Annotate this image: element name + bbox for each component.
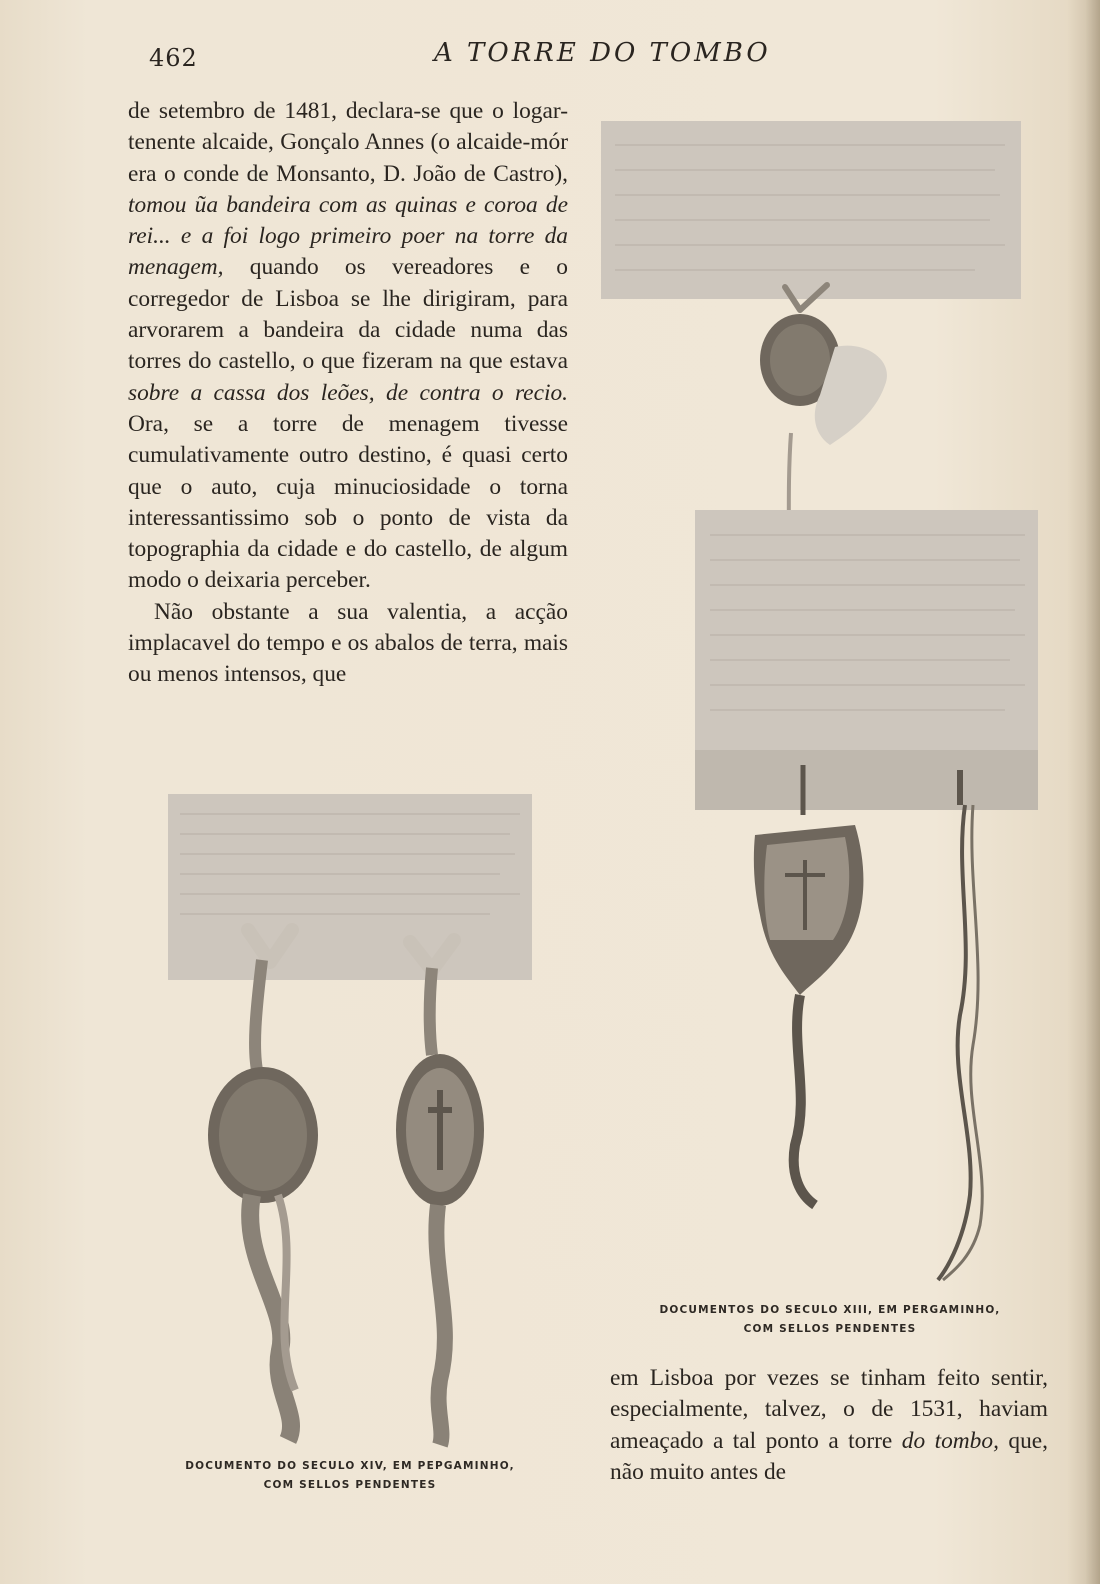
- text-run: de setembro de 1481, declara-se que o logar-tenente alcaide, Gonçalo Annes (o alcaide-mór era o conde de Monsanto, D. João de Castro),: [128, 98, 568, 187]
- figure-right-documents-seals: [595, 115, 1045, 1285]
- italic-quote: de contra o recio.: [386, 379, 568, 406]
- italic-quote: tomou ũa bandeira com as quinas e coroa de rei... e a foi logo primeiro poer na torre da menagem,: [128, 191, 568, 281]
- right-column-text: [610, 1363, 1048, 1488]
- italic-quote: sobre a cassa dos leões,: [128, 379, 375, 406]
- page-edge: [1086, 0, 1100, 1584]
- page-number: 462: [149, 44, 198, 72]
- left-column-text: [128, 96, 568, 691]
- figure-right-caption: [640, 1301, 1020, 1339]
- italic-term: do tombo,: [901, 1427, 999, 1454]
- text-run: que, não muito antes de: [610, 1427, 1048, 1485]
- text-run: Ora, se a torre de menagem tivesse cumulativamente outro destino, é quasi certo que o auto, cuja minuciosidade o torna interessantissimo sob o ponto de vista da topographia da cidade e do castello, de algum modo o deixaria perceber.: [128, 410, 568, 594]
- caption-line: COM SELLOS PENDENTES: [743, 1323, 917, 1335]
- paragraph-continuation: [610, 1363, 1048, 1488]
- paragraph-2: Não obstante a sua valentia, a acção implacavel do tempo e os abalos de terra, mais ou menos intensos, que: [128, 598, 568, 688]
- seal-left-1: [208, 930, 318, 1440]
- caption-line: DOCUMENTO DO SECULO XIV, EM PEPGAMINHO,: [185, 1460, 515, 1472]
- seal-right-2: [754, 765, 864, 1205]
- figure-left-caption: [170, 1457, 530, 1495]
- parchment-fold: [695, 750, 1038, 810]
- caption-line: DOCUMENTOS DO SECULO XIII, EM PERGAMINHO,: [659, 1304, 1001, 1316]
- caption-line: COM SELLOS PENDENTES: [263, 1479, 437, 1491]
- figure-left-document-seals: [160, 790, 540, 1450]
- text-run: em Lisboa por vezes se tinham feito sentir, especialmente, talvez, o de 1531, haviam ameaçado a tal ponto a torre: [610, 1365, 1048, 1454]
- paragraph-1: [128, 96, 568, 597]
- parchment-sheet-upper: [601, 121, 1021, 299]
- running-title: A TORRE DO TOMBO: [434, 38, 771, 68]
- cord-right-3: [938, 770, 982, 1280]
- text-run: quando os vereadores e o corregedor de Lisboa se lhe dirigiram, para arvorarem a bandeira da cidade numa das torres do castello, o que fizeram na que estava: [128, 254, 568, 375]
- parchment-sheet: [168, 794, 532, 980]
- seal-left-2: [396, 940, 484, 1445]
- text-run: [375, 380, 386, 406]
